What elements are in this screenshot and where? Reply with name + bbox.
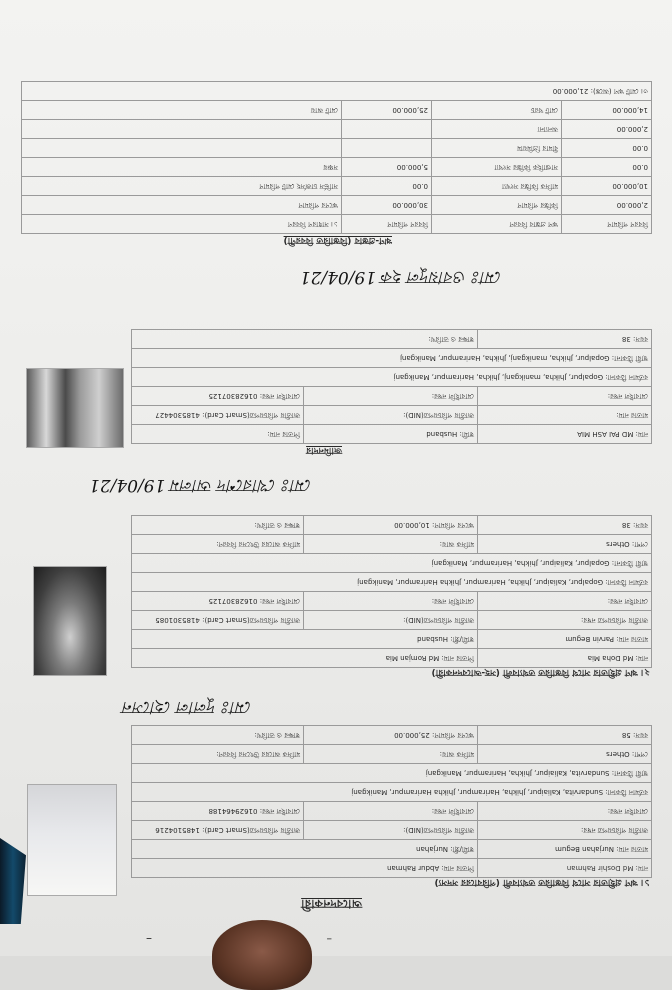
coapplicant-mobile-alt: মোবাইলি নম্বর: xyxy=(304,592,478,611)
guarantor-present-address: বর্তমান ঠিকানা: Gopalpur, Jhikha, manikganj, Jhikha, Harirampur, Manikganj xyxy=(132,368,652,387)
coapplicant-nid-label: জাতীয় পরিচয়পত্র নম্বর: xyxy=(478,611,652,630)
guarantor-mobile: মোবাইল নম্বর: 01628307125 xyxy=(132,387,304,406)
table-row xyxy=(132,859,652,878)
applicant-age: বয়স: 58 xyxy=(478,726,652,745)
table-row xyxy=(132,368,652,387)
coapplicant-signature-label: স্বাক্ষর ও তারিখ: xyxy=(131,516,303,535)
table-row xyxy=(22,158,652,177)
applicant-mobile-alt: মোবাইলি নম্বর: xyxy=(304,802,478,821)
table-row xyxy=(132,821,652,840)
table-row xyxy=(22,177,652,196)
cell: মোট খরচ xyxy=(432,101,562,120)
cell: বীমার প্রিমিয়াম xyxy=(432,139,562,158)
coapplicant-nid: জাতীয় পরিচয়পত্র(NID): xyxy=(304,611,478,630)
coapplicant-spouse: স্বামী/স্ত্রী: Husband xyxy=(131,630,477,649)
guarantor-photo xyxy=(26,368,124,448)
applicant-present-address: বর্তমান ঠিকানা: Sundarvita, Kaliaipur, Jhikha, Harirampur, Jhikha Harirampur, Manikganj xyxy=(132,783,652,802)
table-row xyxy=(22,101,652,120)
coapplicant-age: বয়স: 38 xyxy=(478,516,652,535)
guarantor-signature: মোঃ ওবায়দুল হক 19/04/21 xyxy=(299,267,502,287)
table-row xyxy=(132,406,652,425)
table-row xyxy=(132,349,652,368)
guarantor-permanent-address: স্থায়ী ঠিকানা: Gopalpur, Jhikha, manikganj, Jhikha, Harirampur, Manikganj xyxy=(132,349,652,368)
loan-total: ৩। মোট ঋণ (অঙ্কে): 21,000.00 xyxy=(22,82,652,101)
coapplicant-loan-amount: ঋণের পরিমাণ: 10,000.00 xyxy=(304,516,478,535)
table-row xyxy=(131,630,651,649)
applicant-photo xyxy=(27,784,117,896)
table-row xyxy=(131,573,651,592)
cell: সাপ্তাহিক কিস্তির সংখ্যা xyxy=(432,158,562,177)
loan-header-2: ঋণ প্রস্তাব বিবরণ xyxy=(432,215,562,234)
coapplicant-permanent-address: স্থায়ী ঠিকানা: Gopalpur, Kaliaipur, Jhikha, Harirampur, Manikganj xyxy=(131,554,651,573)
applicant-mother: মাতার নাম: Nurjahan Begum xyxy=(478,840,652,859)
table-header-row xyxy=(22,215,652,234)
loan-table xyxy=(21,81,652,234)
guarantor-section-title: জামিনদার xyxy=(306,445,342,455)
table-row xyxy=(131,554,651,573)
coapplicant-income-source: মাসিক আয়ের উৎসের বিবরণ: xyxy=(131,535,303,554)
coapplicant-mobile: মোবাইল নম্বর: 01628307125 xyxy=(131,592,303,611)
table-row xyxy=(132,330,652,349)
guarantor-nid: জাতীয় পরিচয়পত্র(NID): xyxy=(304,406,478,425)
cell xyxy=(22,139,342,158)
finger xyxy=(212,920,312,990)
table-row xyxy=(22,82,652,101)
cell: মোট আয় xyxy=(22,101,342,120)
table-row xyxy=(131,611,651,630)
cell: 30,000.00 xyxy=(342,196,432,215)
applicant-nid-label: জাতীয় পরিচয়পত্র নম্বর: xyxy=(478,821,652,840)
coapplicant-income: মাসিক আয়: xyxy=(304,535,478,554)
applicant-nid: জাতীয় পরিচয়পত্র(NID): xyxy=(304,821,478,840)
coapplicant-signature: মোঃ খোরশেদ আলম 19/04/21 xyxy=(89,475,312,495)
top-marks: – xyxy=(146,932,152,946)
cell: 2,000.00 xyxy=(562,120,652,139)
loan-header-4: ১। সাধারণ বিবরণ xyxy=(22,215,342,234)
table-row xyxy=(132,726,652,745)
cell: কিস্তির পরিমাণ xyxy=(432,196,562,215)
cell: 2,000.00 xyxy=(562,196,652,215)
applicant-father: পিতার নাম: Abdur Rahman xyxy=(132,859,478,878)
applicant-spouse: স্বামী/স্ত্রী: Nurjahan xyxy=(132,840,478,859)
cell xyxy=(22,120,342,139)
table-row xyxy=(132,840,652,859)
coapplicant-father: পিতার নাম: Md Romjan Mia xyxy=(131,649,477,668)
cell: 5,000.00 xyxy=(342,158,432,177)
table-row xyxy=(131,516,651,535)
guarantor-mobile-alt: মোবাইলি নম্বর: xyxy=(304,387,478,406)
applicant-mobile-label: মোবাইল নম্বর: xyxy=(478,802,652,821)
cell: সঞ্চয় xyxy=(22,158,342,177)
coapplicant-present-address: বর্তমান ঠিকানা: Gopalpur, Kaliaipur, Jhikha, Harirampur, Jhikha Harirampur, Manikganj xyxy=(131,573,651,592)
cell: 0.00 xyxy=(562,139,652,158)
coapplicant-smartcard: জাতীয় পরিচয়পত্র(Smart Card): 4185301085 xyxy=(131,611,303,630)
applicant-section-title: ১। ঋণ গ্রহীতার সাথে বিস্তারিত তথ্যাবলী (পরিবারের সদস্য) xyxy=(434,877,650,887)
guarantor-father: পিতার নাম: xyxy=(132,425,304,444)
guarantor-mobile-label: মোবাইল নম্বর: xyxy=(478,387,652,406)
table-row xyxy=(131,649,651,668)
applicant-mobile: মোবাইল নম্বর: 01629464188 xyxy=(132,802,304,821)
coapplicant-table xyxy=(131,515,652,668)
applicant-occupation: পেশা: Others xyxy=(478,745,652,764)
cell: মাসিক কিস্তির সংখ্যা xyxy=(432,177,562,196)
applicant-table xyxy=(131,725,652,878)
table-row xyxy=(132,745,652,764)
table-row xyxy=(132,387,652,406)
applicant-signature: মোঃ দুলাল হোসেন xyxy=(122,697,252,717)
applicant-name: নাম: Md Doshir Rahman xyxy=(478,859,652,878)
applicant-income: মাসিক আয়: xyxy=(304,745,478,764)
cell: 25,000.00 xyxy=(342,101,432,120)
coapplicant-name: নাম: Md Doha Mia xyxy=(478,649,652,668)
loan-header-1: বিবরণ পরিমাণ xyxy=(562,215,652,234)
coapplicant-mother: মাতার নাম: Parvin Begum xyxy=(478,630,652,649)
table-row xyxy=(132,425,652,444)
table-row xyxy=(132,764,652,783)
applicant-income-source: মাসিক আয়ের উৎসের বিবরণ: xyxy=(132,745,304,764)
table-row xyxy=(22,139,652,158)
cell: সার্ভিস চার্জসহ মোট পরিমাণ xyxy=(22,177,342,196)
applicant-smartcard: জাতীয় পরিচয়পত্র(Smart Card): 1485104216 xyxy=(132,821,304,840)
cell: 14,000.00 xyxy=(562,101,652,120)
cell xyxy=(342,120,432,139)
cell xyxy=(342,139,432,158)
coapplicant-section-title: ২। ঋণ গ্রহীতার সাথে বিস্তারিত তথ্যাবলী (সহ-আবেদনকারী) xyxy=(431,667,650,677)
cell: 0.00 xyxy=(562,158,652,177)
loan-section-title: ঋণ-প্রস্তাব (বিস্তারিত বিবরণী) xyxy=(283,235,392,245)
table-row xyxy=(22,196,652,215)
cell: 0.00 xyxy=(342,177,432,196)
table-row xyxy=(131,592,651,611)
coapplicant-photo xyxy=(33,566,107,676)
table-row xyxy=(132,802,652,821)
table-row xyxy=(131,535,651,554)
guarantor-mother: মাতার নাম: xyxy=(478,406,652,425)
page-number: – xyxy=(326,933,332,946)
guarantor-table xyxy=(131,329,652,444)
applicant-permanent-address: স্থায়ী ঠিকানা: Sundarvita, Kaliaipur, Jhikha, Harirampur, Manikganj xyxy=(132,764,652,783)
table-row xyxy=(22,120,652,139)
guarantor-age: বয়স: 38 xyxy=(478,330,652,349)
guarantor-name: নাম: MD PAI ASH MIA xyxy=(478,425,652,444)
applicant-signature-label: স্বাক্ষর ও তারিখ: xyxy=(132,726,304,745)
table-row xyxy=(132,783,652,802)
coapplicant-mobile-label: মোবাইল নম্বর: xyxy=(478,592,652,611)
loan-header-3: বিবরণ পরিমাণ xyxy=(342,215,432,234)
cell: 10,000.00 xyxy=(562,177,652,196)
guarantor-spouse: স্বামী: Husband xyxy=(304,425,478,444)
cell: অন্যান্য xyxy=(432,120,562,139)
guarantor-signature-label: স্বাক্ষর ও তারিখ: xyxy=(132,330,478,349)
guarantor-smartcard: জাতীয় পরিচয়পত্র(Smart Card): 4185304427 xyxy=(132,406,304,425)
cell: ঋণের পরিমাণ xyxy=(22,196,342,215)
coapplicant-occupation: পেশা: Others xyxy=(478,535,652,554)
applicant-loan-amount: ঋণের পরিমাণ: 25,000.00 xyxy=(304,726,478,745)
page-title: আবেদনকারী xyxy=(301,897,362,911)
